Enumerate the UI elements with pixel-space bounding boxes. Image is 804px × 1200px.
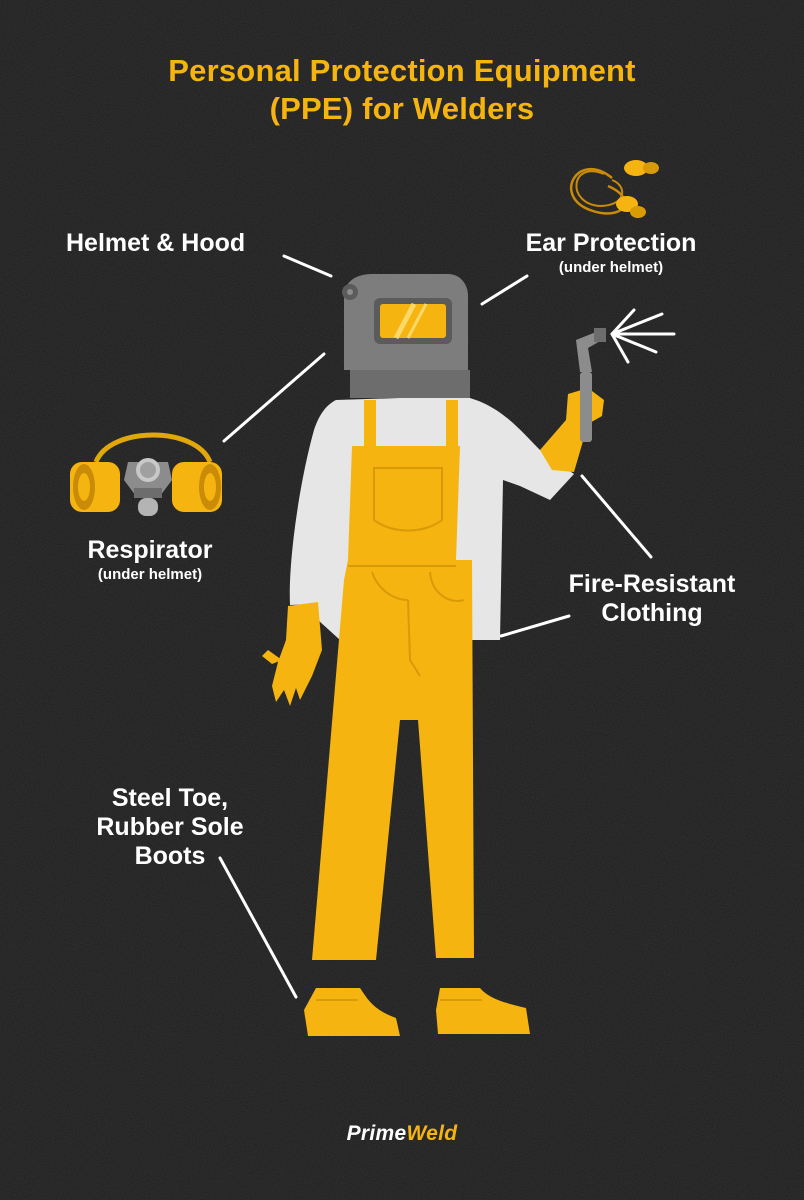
helmet-leader-line <box>284 256 331 276</box>
primeweld-logo <box>0 1122 804 1146</box>
respirator-icon <box>70 435 222 516</box>
page-title <box>0 52 804 128</box>
ear-protection-label <box>508 229 714 277</box>
fire-leader-line-1 <box>582 476 651 557</box>
ear-protection-label-text: Ear Protection <box>525 229 697 257</box>
left-glove <box>272 602 322 706</box>
boots-leader-line <box>220 858 296 997</box>
helmet-icon <box>342 274 470 398</box>
right-glove <box>540 388 604 472</box>
helmet-label <box>66 229 266 258</box>
helmet-label-text: Helmet & Hood <box>66 229 246 257</box>
respirator-label-text: Respirator <box>87 536 213 564</box>
ear-protection-note: (under helmet) <box>558 259 664 276</box>
logo-part-2: Weld <box>406 1122 458 1145</box>
fire-label-line-1: Fire-Resistant <box>568 570 736 598</box>
boots-label-line-2: Rubber Sole <box>96 813 244 841</box>
logo-part-1: Prime <box>346 1122 407 1145</box>
boots-label-line-1: Steel Toe, <box>111 784 229 812</box>
respirator-label <box>60 536 240 584</box>
boots-label-line-3: Boots <box>134 842 206 870</box>
ear-leader-line <box>482 276 527 304</box>
boots-label <box>80 784 260 871</box>
torch-icon <box>576 310 674 442</box>
fire-label-line-2: Clothing <box>601 599 703 627</box>
welder-figure <box>262 274 674 1036</box>
earplugs-icon <box>571 160 659 218</box>
left-boot <box>304 988 400 1036</box>
right-boot <box>436 988 530 1034</box>
title-line-2: (PPE) for Welders <box>269 91 535 126</box>
respirator-note: (under helmet) <box>97 566 203 583</box>
title-line-1: Personal Protection Equipment <box>168 53 636 88</box>
fire-resistant-clothing-label <box>552 570 752 628</box>
respirator-leader-line <box>224 354 324 441</box>
